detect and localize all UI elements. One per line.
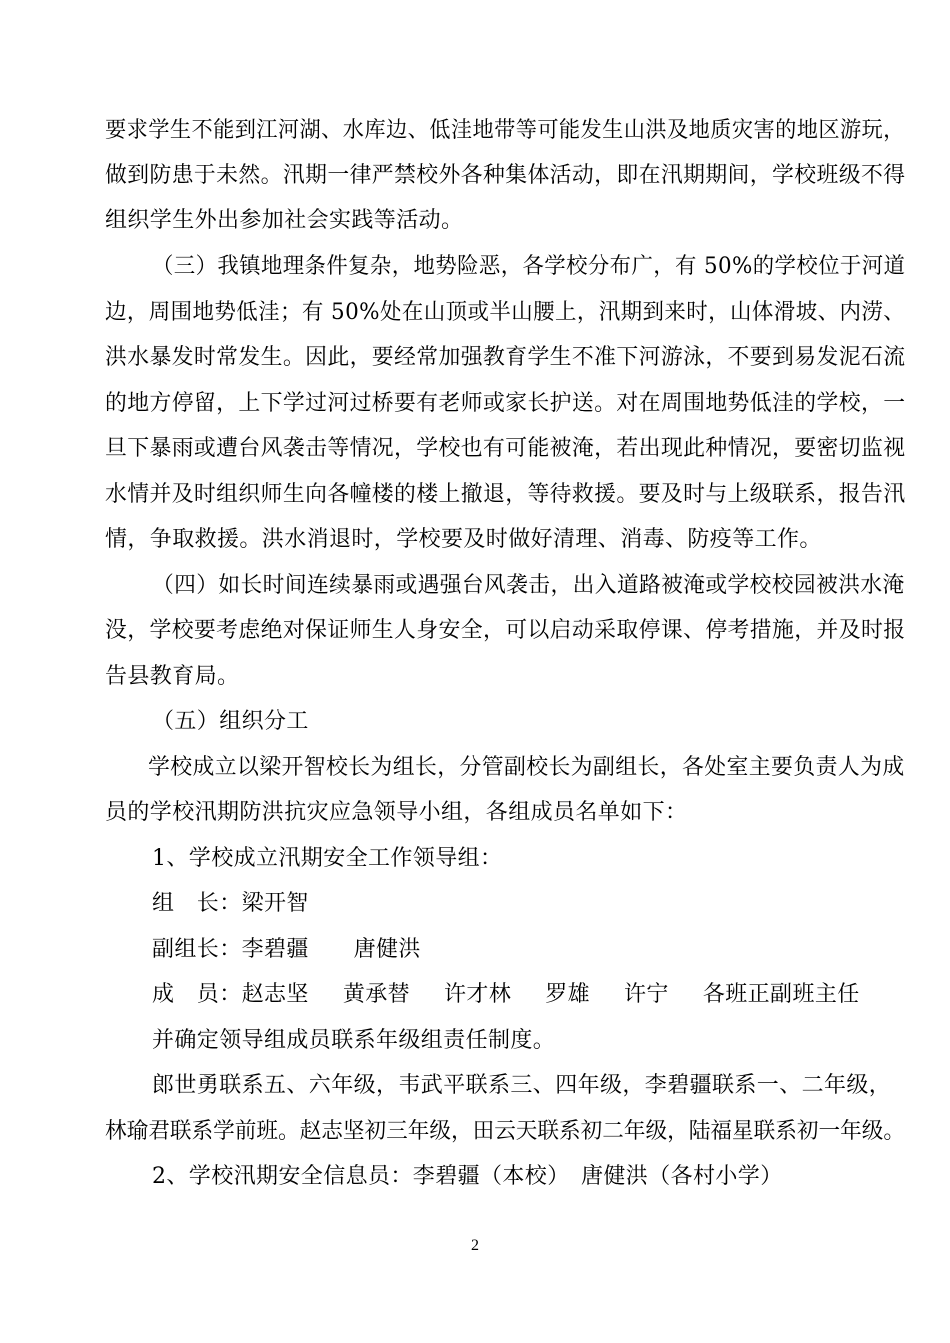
section-heading: （五）组织分工 bbox=[152, 709, 309, 734]
member-name: 罗雄 bbox=[545, 982, 591, 1007]
member-name: 黄承替 bbox=[342, 982, 411, 1007]
members-line bbox=[152, 980, 860, 1010]
paragraph-line: 郎世勇联系五、六年级，韦武平联系三、四年级，李碧疆联系一、二年级， bbox=[152, 1073, 892, 1098]
paragraph-line: 的地方停留，上下学过河过桥要有老师或家长护送。对在周围地势低洼的学校，一 bbox=[105, 391, 906, 416]
members-label: 成 员：赵志坚 bbox=[152, 982, 309, 1007]
paragraph-line: 旦下暴雨或遭台风袭击等情况，学校也有可能被淹，若出现此种情况，要密切监视 bbox=[105, 436, 906, 461]
paragraph-line: （三）我镇地理条件复杂，地势险恶，各学校分布广，有 50%的学校位于河道 bbox=[152, 254, 906, 279]
deputy-line: 副组长：李碧疆 唐健洪 bbox=[152, 937, 421, 962]
paragraph-line: 做到防患于未然。汛期一律严禁校外各种集体活动，即在汛期期间，学校班级不得 bbox=[105, 163, 906, 188]
paragraph-line: 员的学校汛期防洪抗灾应急领导小组，各组成员名单如下： bbox=[105, 800, 688, 825]
list-item: 2、学校汛期安全信息员：李碧疆（本校） 唐健洪（各村小学） bbox=[152, 1164, 783, 1189]
paragraph-line: 组织学生外出参加社会实践等活动。 bbox=[105, 208, 464, 233]
paragraph-line: 林瑜君联系学前班。赵志坚初三年级，田云天联系初二年级，陆福星联系初一年级。 bbox=[105, 1119, 906, 1144]
leader-line: 组 长：梁开智 bbox=[152, 891, 309, 916]
paragraph-line: 没，学校要考虑绝对保证师生人身安全，可以启动采取停课、停考措施，并及时报 bbox=[105, 618, 906, 643]
paragraph-line: 学校成立以梁开智校长为组长，分管副校长为副组长，各处室主要负责人为成 bbox=[148, 755, 905, 780]
paragraph-line: 洪水暴发时常发生。因此，要经常加强教育学生不准下河游泳，不要到易发泥石流 bbox=[105, 345, 906, 370]
member-name: 各班正副班主任 bbox=[702, 982, 860, 1007]
member-name: 许才林 bbox=[444, 982, 512, 1007]
member-name: 许宁 bbox=[624, 982, 669, 1007]
paragraph-line: 要求学生不能到江河湖、水库边、低洼地带等可能发生山洪及地质灾害的地区游玩， bbox=[105, 118, 905, 143]
page-number: 2 bbox=[471, 1237, 479, 1254]
list-item: 1、学校成立汛期安全工作领导组： bbox=[152, 846, 503, 871]
paragraph-line: 情，争取救援。洪水消退时，学校要及时做好清理、消毒、防疫等工作。 bbox=[105, 527, 822, 552]
paragraph-line: 告县教育局。 bbox=[105, 664, 240, 689]
paragraph-line: 并确定领导组成员联系年级组责任制度。 bbox=[152, 1028, 556, 1053]
paragraph-line: 水情并及时组织师生向各幢楼的楼上撤退，等待救援。要及时与上级联系，报告汛 bbox=[105, 482, 906, 507]
paragraph-line: 边，周围地势低洼；有 50%处在山顶或半山腰上，汛期到来时，山体滑坡、内涝、 bbox=[105, 300, 906, 325]
paragraph-line: （四）如长时间连续暴雨或遇强台风袭击，出入道路被淹或学校校园被洪水淹 bbox=[152, 573, 905, 598]
